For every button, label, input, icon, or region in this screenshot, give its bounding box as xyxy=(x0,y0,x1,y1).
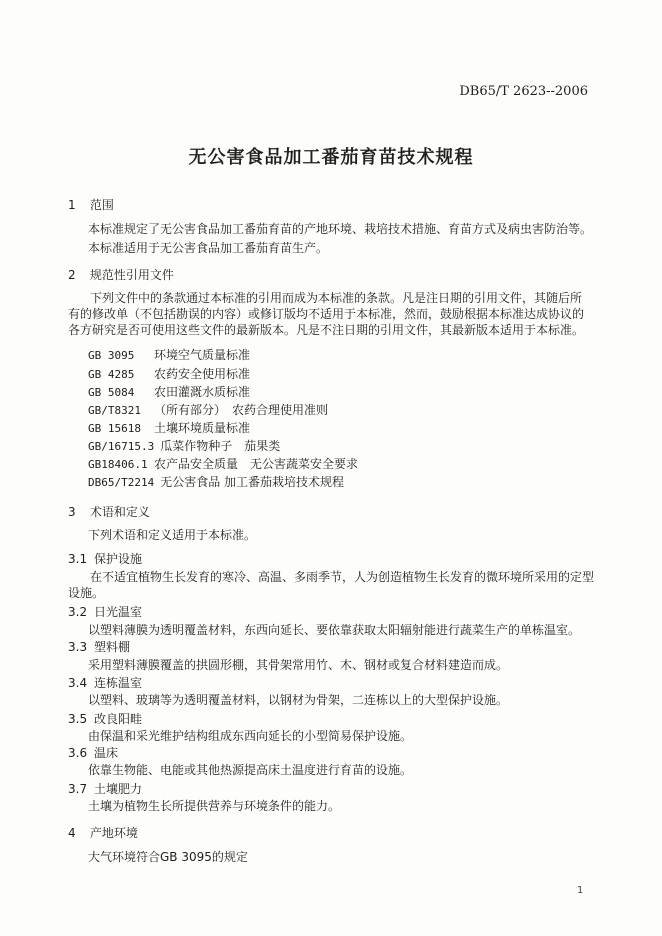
term-definition: 依靠生物能、电能或其他热源提高床土温度进行育苗的设施。 xyxy=(88,763,413,777)
term-definition: 以塑料、玻璃等为透明覆盖材料，以钢材为骨架，二连栋以上的大型保护设施。 xyxy=(88,693,509,707)
section-1-heading: 1 范围 xyxy=(68,198,114,212)
section-4-heading: 4 产地环境 xyxy=(68,826,138,840)
page-number: 1 xyxy=(577,885,584,896)
term-heading: 3.3 塑料棚 xyxy=(68,640,131,654)
section-3-heading: 3 术语和定义 xyxy=(68,505,150,519)
reference-item: GB/T8321 （所有部分） 农药合理使用准则 xyxy=(88,403,329,417)
section-2-heading: 2 规范性引用文件 xyxy=(68,268,174,282)
term-definition: 由保温和采光维护结构组成东西向延长的小型简易保护设施。 xyxy=(88,729,413,743)
reference-item: GB 15618 土壤环境质量标准 xyxy=(88,421,251,435)
document-title: 无公害食品加工番茄育苗技术规程 xyxy=(188,147,474,168)
term-definition: 在不适宜植物生长发育的寒冷、高温、多雨季节，人为创造植物生长发育的微环境所采用的定型设施。 xyxy=(68,570,595,600)
term-heading: 3.1 保护设施 xyxy=(68,552,143,566)
term-heading: 3.7 土壤肥力 xyxy=(68,782,143,796)
reference-item: GB/16715.3 瓜菜作物种子 茄果类 xyxy=(88,439,281,453)
term-heading: 3.5 改良阳畦 xyxy=(68,712,143,726)
term-definition: 采用塑料薄膜覆盖的拱圆形棚，其骨架常用竹、木、钢材或复合材料建造而成。 xyxy=(88,658,509,672)
section-1-para-2: 本标准适用于无公害食品加工番茄育苗生产。 xyxy=(88,241,329,255)
reference-item: GB18406.1 农产品安全质量 无公害蔬菜安全要求 xyxy=(88,457,359,471)
reference-item: GB 3095 环境空气质量标准 xyxy=(88,348,251,362)
reference-item: GB 4285 农药安全使用标准 xyxy=(88,367,251,381)
term-heading: 3.6 温床 xyxy=(68,746,119,760)
reference-item: GB 5084 农田灌溉水质标准 xyxy=(88,385,251,399)
section-2-paragraph: 下列文件中的条款通过本标准的引用而成为本标准的条款。凡是注日期的引用文件，其随后所有的修改单（不包括勘误的内容）或修订版均不适用于本标准，然而，鼓励根据本标准达成协议的各方研究是否可使用这些文件的最新版本。凡是不注日期的引用文件，其最新版本适用于本标准。 xyxy=(68,291,585,337)
reference-item: DB65/T2214 无公害食品 加工番茄栽培技术规程 xyxy=(88,475,345,489)
term-heading: 3.4 连栋温室 xyxy=(68,676,143,690)
section-3-paragraph: 下列术语和定义适用于本标准。 xyxy=(88,528,257,542)
section-1-para-1: 本标准规定了无公害食品加工番茄育苗的产地环境、栽培技术措施、育苗方式及病虫害防治等。 xyxy=(88,222,593,236)
term-definition: 以塑料薄膜为透明覆盖材料，东西向延长、要依靠获取太阳辐射能进行蔬菜生产的单栋温室。 xyxy=(88,623,581,637)
term-definition: 土壤为植物生长所提供营养与环境条件的能力。 xyxy=(88,799,341,813)
section-4-paragraph: 大气环境符合GB 3095的规定 xyxy=(88,850,248,864)
term-heading: 3.2 日光温室 xyxy=(68,605,143,619)
standard-code: DB65/T 2623--2006 xyxy=(459,84,588,99)
